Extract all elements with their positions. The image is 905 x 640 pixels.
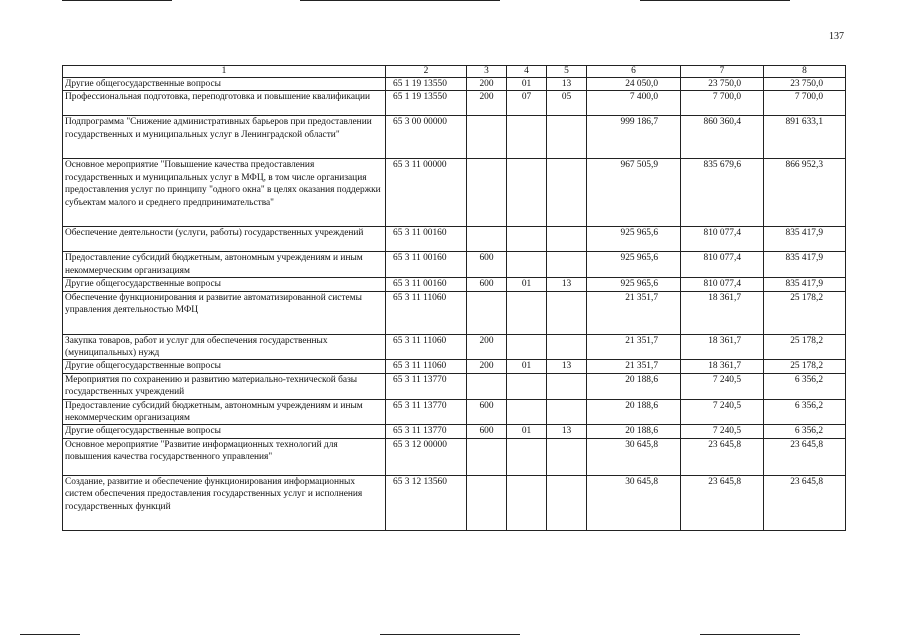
- row-col5: [547, 438, 587, 475]
- row-value-7: 810 077,4: [681, 227, 764, 252]
- row-col3: [467, 116, 507, 159]
- row-value-8: 7 700,0: [764, 91, 846, 116]
- table-row: [63, 91, 846, 116]
- row-code: 65 3 12 00000: [386, 438, 467, 475]
- row-col4: [507, 373, 547, 399]
- row-code: 65 3 11 13770: [386, 373, 467, 399]
- row-value-8: 23 645,8: [764, 438, 846, 475]
- row-value-6: 967 505,9: [587, 159, 681, 227]
- row-value-7: 7 240,5: [681, 399, 764, 425]
- row-col3: [467, 159, 507, 227]
- row-col5: 13: [547, 360, 587, 373]
- row-col4: [507, 252, 547, 278]
- row-code: 65 3 11 11060: [386, 334, 467, 360]
- row-name: Другие общегосударственные вопросы: [63, 360, 386, 373]
- column-header: 4: [507, 66, 547, 78]
- row-value-7: 7 240,5: [681, 373, 764, 399]
- table-row: [63, 252, 846, 278]
- row-value-8: 23 645,8: [764, 475, 846, 530]
- row-value-7: 860 360,4: [681, 116, 764, 159]
- row-name: Основное мероприятие "Развитие информационных технологий для повышения качества государственного управления": [63, 438, 386, 475]
- column-header: 7: [681, 66, 764, 78]
- row-value-7: 18 361,7: [681, 360, 764, 373]
- table-row: [63, 425, 846, 438]
- row-col4: [507, 291, 547, 334]
- row-code: 65 3 11 00160: [386, 252, 467, 278]
- row-col5: [547, 475, 587, 530]
- row-col5: [547, 334, 587, 360]
- budget-table: [62, 65, 846, 531]
- row-col4: 01: [507, 78, 547, 91]
- column-header: 1: [63, 66, 386, 78]
- row-code: 65 3 00 00000: [386, 116, 467, 159]
- row-value-7: 18 361,7: [681, 291, 764, 334]
- row-code: 65 3 11 00160: [386, 227, 467, 252]
- column-header: 8: [764, 66, 846, 78]
- row-value-6: 20 188,6: [587, 425, 681, 438]
- row-value-6: 21 351,7: [587, 360, 681, 373]
- row-value-6: 925 965,6: [587, 252, 681, 278]
- column-header: 5: [547, 66, 587, 78]
- row-value-7: 23 645,8: [681, 475, 764, 530]
- table-row: [63, 278, 846, 291]
- row-value-6: 925 965,6: [587, 278, 681, 291]
- column-header: 6: [587, 66, 681, 78]
- column-header: 2: [386, 66, 467, 78]
- row-name: Основное мероприятие "Повышение качества предоставления государственных и муниципальных услуг в МФЦ, в том числе организация предоставления услуг по принципу "одного окна" в целях оказания поддержки субъектам малого и среднего предпринимательства": [63, 159, 386, 227]
- bottom-rule-left: [20, 634, 80, 635]
- row-name: Предоставление субсидий бюджетным, автономным учреждениям и иным некоммерческим организациям: [63, 399, 386, 425]
- row-col4: 01: [507, 278, 547, 291]
- row-name: Закупка товаров, работ и услуг для обеспечения государственных (муниципальных) нужд: [63, 334, 386, 360]
- header-row: [63, 66, 846, 78]
- table-row: [63, 373, 846, 399]
- row-col4: [507, 399, 547, 425]
- row-value-6: 24 050,0: [587, 78, 681, 91]
- row-value-7: 810 077,4: [681, 278, 764, 291]
- row-col3: [467, 438, 507, 475]
- row-value-6: 999 186,7: [587, 116, 681, 159]
- table-row: [63, 291, 846, 334]
- row-col3: 600: [467, 425, 507, 438]
- row-value-7: 7 240,5: [681, 425, 764, 438]
- row-value-8: 6 356,2: [764, 399, 846, 425]
- row-value-8: 6 356,2: [764, 373, 846, 399]
- table-row: [63, 334, 846, 360]
- table-row: [63, 475, 846, 530]
- row-value-6: 21 351,7: [587, 291, 681, 334]
- row-col4: 01: [507, 360, 547, 373]
- row-value-6: 7 400,0: [587, 91, 681, 116]
- row-name: Обеспечение функционирования и развитие автоматизированной системы управления деятельностью МФЦ: [63, 291, 386, 334]
- row-value-7: 835 679,6: [681, 159, 764, 227]
- row-name: Предоставление субсидий бюджетным, автономным учреждениям и иным некоммерческим организациям: [63, 252, 386, 278]
- row-code: 65 3 11 11060: [386, 360, 467, 373]
- row-col3: 200: [467, 91, 507, 116]
- row-col3: 600: [467, 399, 507, 425]
- row-col5: [547, 252, 587, 278]
- row-value-6: 30 645,8: [587, 475, 681, 530]
- row-value-6: 925 965,6: [587, 227, 681, 252]
- row-name: Создание, развитие и обеспечение функционирования информационных систем обеспечения предоставления государственных услуг и исполнения государственных функций: [63, 475, 386, 530]
- row-col5: 05: [547, 91, 587, 116]
- row-value-7: 23 645,8: [681, 438, 764, 475]
- column-header: 3: [467, 66, 507, 78]
- table-row: [63, 159, 846, 227]
- row-col3: 200: [467, 360, 507, 373]
- row-col3: [467, 291, 507, 334]
- row-code: 65 3 11 00160: [386, 278, 467, 291]
- row-value-8: 25 178,2: [764, 360, 846, 373]
- row-name: Мероприятия по сохранению и развитию материально-технической базы государственных учреждений: [63, 373, 386, 399]
- row-value-8: 835 417,9: [764, 227, 846, 252]
- row-value-8: 891 633,1: [764, 116, 846, 159]
- bottom-rule-mid: [380, 634, 520, 635]
- table-row: [63, 227, 846, 252]
- row-col5: [547, 116, 587, 159]
- table-body: [63, 78, 846, 531]
- row-value-6: 21 351,7: [587, 334, 681, 360]
- row-col4: [507, 116, 547, 159]
- row-code: 65 1 19 13550: [386, 91, 467, 116]
- row-value-8: 6 356,2: [764, 425, 846, 438]
- row-value-6: 30 645,8: [587, 438, 681, 475]
- page-number: 137: [829, 31, 844, 42]
- top-rule-mid: [300, 0, 500, 1]
- row-col4: [507, 475, 547, 530]
- row-code: 65 3 11 13770: [386, 425, 467, 438]
- table-row: [63, 78, 846, 91]
- row-col3: 600: [467, 252, 507, 278]
- row-code: 65 3 11 00000: [386, 159, 467, 227]
- top-rule-left: [62, 0, 172, 1]
- row-col3: [467, 475, 507, 530]
- row-col4: [507, 334, 547, 360]
- row-value-8: 25 178,2: [764, 334, 846, 360]
- row-col5: 13: [547, 425, 587, 438]
- row-col5: [547, 291, 587, 334]
- row-value-8: 835 417,9: [764, 252, 846, 278]
- row-name: Другие общегосударственные вопросы: [63, 78, 386, 91]
- row-col4: [507, 438, 547, 475]
- row-value-6: 20 188,6: [587, 399, 681, 425]
- row-name: Обеспечение деятельности (услуги, работы) государственных учреждений: [63, 227, 386, 252]
- row-value-7: 18 361,7: [681, 334, 764, 360]
- row-value-7: 810 077,4: [681, 252, 764, 278]
- row-value-7: 23 750,0: [681, 78, 764, 91]
- row-col5: 13: [547, 278, 587, 291]
- row-col3: [467, 373, 507, 399]
- row-col4: 07: [507, 91, 547, 116]
- row-col4: [507, 227, 547, 252]
- row-value-8: 835 417,9: [764, 278, 846, 291]
- top-rule-right: [640, 0, 790, 1]
- row-col5: [547, 159, 587, 227]
- row-code: 65 3 12 13560: [386, 475, 467, 530]
- row-value-8: 25 178,2: [764, 291, 846, 334]
- row-name: Другие общегосударственные вопросы: [63, 425, 386, 438]
- row-value-6: 20 188,6: [587, 373, 681, 399]
- row-value-8: 23 750,0: [764, 78, 846, 91]
- row-col4: [507, 159, 547, 227]
- row-value-8: 866 952,3: [764, 159, 846, 227]
- row-col3: 200: [467, 78, 507, 91]
- row-col3: [467, 227, 507, 252]
- row-code: 65 1 19 13550: [386, 78, 467, 91]
- row-name: Подпрограмма "Снижение административных барьеров при предоставлении государственных и муниципальных услуг в Ленинградской области": [63, 116, 386, 159]
- row-code: 65 3 11 13770: [386, 399, 467, 425]
- row-col3: 200: [467, 334, 507, 360]
- table-row: [63, 399, 846, 425]
- row-name: Профессиональная подготовка, переподготовка и повышение квалификации: [63, 91, 386, 116]
- row-col5: [547, 399, 587, 425]
- row-col5: [547, 227, 587, 252]
- row-name: Другие общегосударственные вопросы: [63, 278, 386, 291]
- row-col4: 01: [507, 425, 547, 438]
- table-row: [63, 360, 846, 373]
- table-row: [63, 438, 846, 475]
- row-col5: [547, 373, 587, 399]
- row-code: 65 3 11 11060: [386, 291, 467, 334]
- row-col5: 13: [547, 78, 587, 91]
- row-value-7: 7 700,0: [681, 91, 764, 116]
- bottom-rule-right: [700, 634, 800, 635]
- row-col3: 600: [467, 278, 507, 291]
- table-row: [63, 116, 846, 159]
